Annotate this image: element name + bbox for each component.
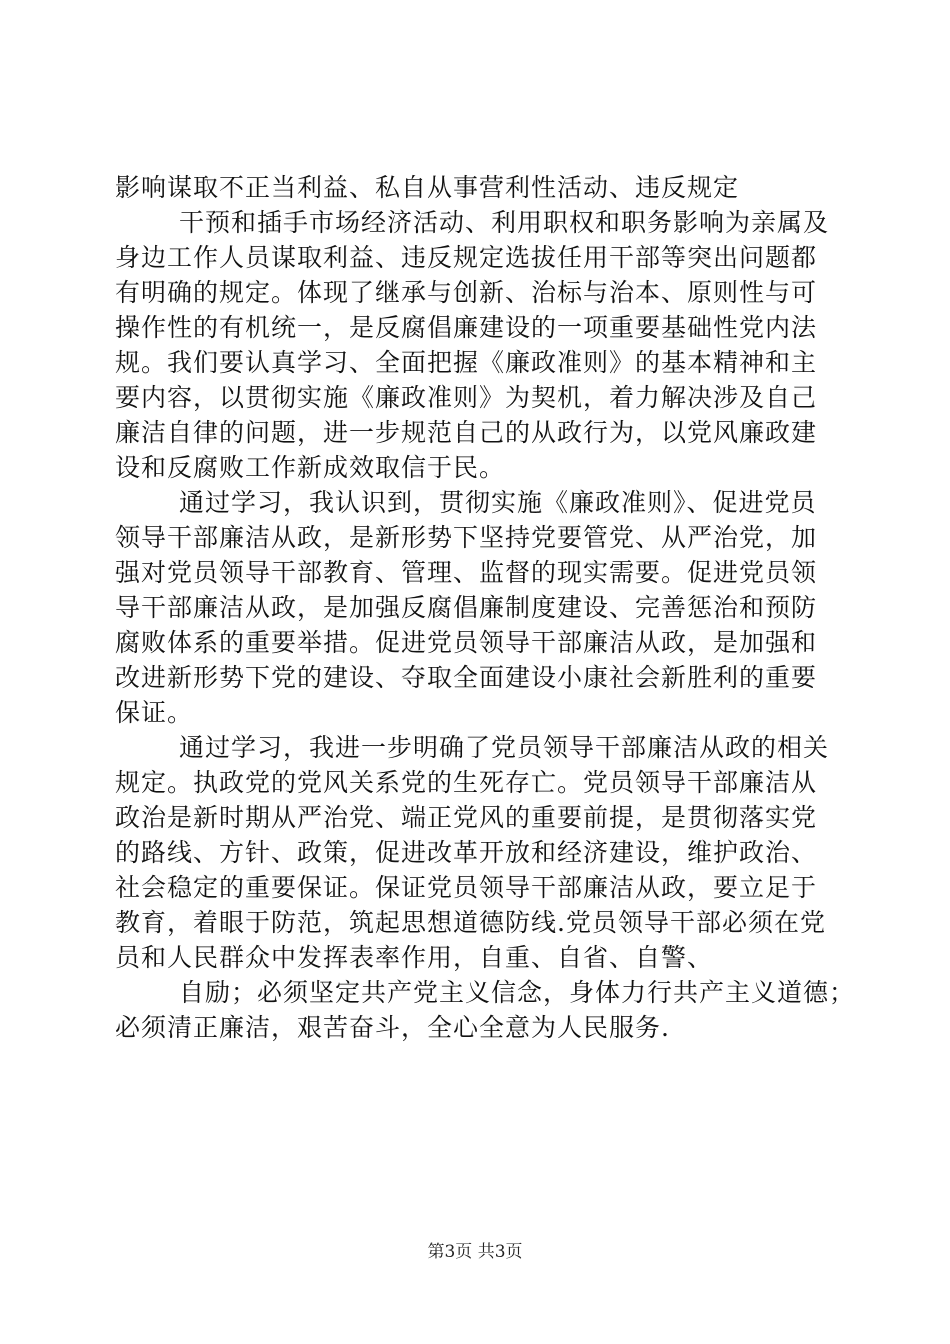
- text-line: 有明确的规定。体现了继承与创新、治标与治本、原则性与可: [115, 278, 818, 307]
- text-line: 保证。: [115, 698, 194, 727]
- text-line: 政治是新时期从严治党、端正党风的重要前提，是贯彻落实党: [115, 803, 818, 832]
- text-line: 的路线、方针、政策，促进改革开放和经济建设，维护政治、: [115, 838, 818, 867]
- page-footer: [0, 1240, 950, 1264]
- text-line: 强对党员领导干部教育、管理、监督的现实需要。促进党员领: [115, 558, 818, 587]
- page-number: 第3页 共3页: [427, 1242, 523, 1262]
- text-line: 身边工作人员谋取利益、违反规定选拔任用干部等突出问题都: [115, 243, 818, 272]
- text-line: 腐败体系的重要举措。促进党员领导干部廉洁从政，是加强和: [115, 628, 818, 657]
- text-line: 要内容，以贯彻实施《廉政准则》为契机，着力解决涉及自己: [115, 383, 818, 412]
- text-line: 影响谋取不正当利益、私自从事营利性活动、违反规定: [115, 173, 740, 202]
- text-line: 导干部廉洁从政，是加强反腐倡廉制度建设、完善惩治和预防: [115, 593, 818, 622]
- document-body: [115, 170, 856, 1045]
- text-line: 教育，着眼于防范，筑起思想道德防线.党员领导干部必须在党: [115, 908, 826, 937]
- text-line: 通过学习，我进一步明确了党员领导干部廉洁从政的相关: [179, 733, 830, 762]
- text-line: 干预和插手市场经济活动、利用职权和职务影响为亲属及: [179, 208, 830, 237]
- text-line: 通过学习，我认识到，贯彻实施《廉政准则》、促进党员: [179, 488, 817, 517]
- text-line: 操作性的有机统一，是反腐倡廉建设的一项重要基础性党内法: [115, 313, 818, 342]
- text-line: 廉洁自律的问题，进一步规范自己的从政行为，以党风廉政建: [115, 418, 818, 447]
- text-line: 领导干部廉洁从政，是新形势下坚持党要管党、从严治党，加: [115, 523, 818, 552]
- text-line: 员和人民群众中发挥表率作用，自重、自省、自警、: [115, 943, 714, 972]
- text-line: 改进新形势下党的建设、夺取全面建设小康社会新胜利的重要: [115, 663, 818, 692]
- text-line: 规。我们要认真学习、全面把握《廉政准则》的基本精神和主: [115, 348, 818, 377]
- text-line: 必须清正廉洁，艰苦奋斗，全心全意为人民服务.: [115, 1013, 670, 1042]
- text-line: 社会稳定的重要保证。保证党员领导干部廉洁从政，要立足于: [115, 873, 818, 902]
- text-line: 规定。执政党的党风关系党的生死存亡。党员领导干部廉洁从: [115, 768, 818, 797]
- text-line: 设和反腐败工作新成效取信于民。: [115, 453, 506, 482]
- text-line: 自励；必须坚定共产党主义信念，身体力行共产主义道德；: [179, 978, 856, 1007]
